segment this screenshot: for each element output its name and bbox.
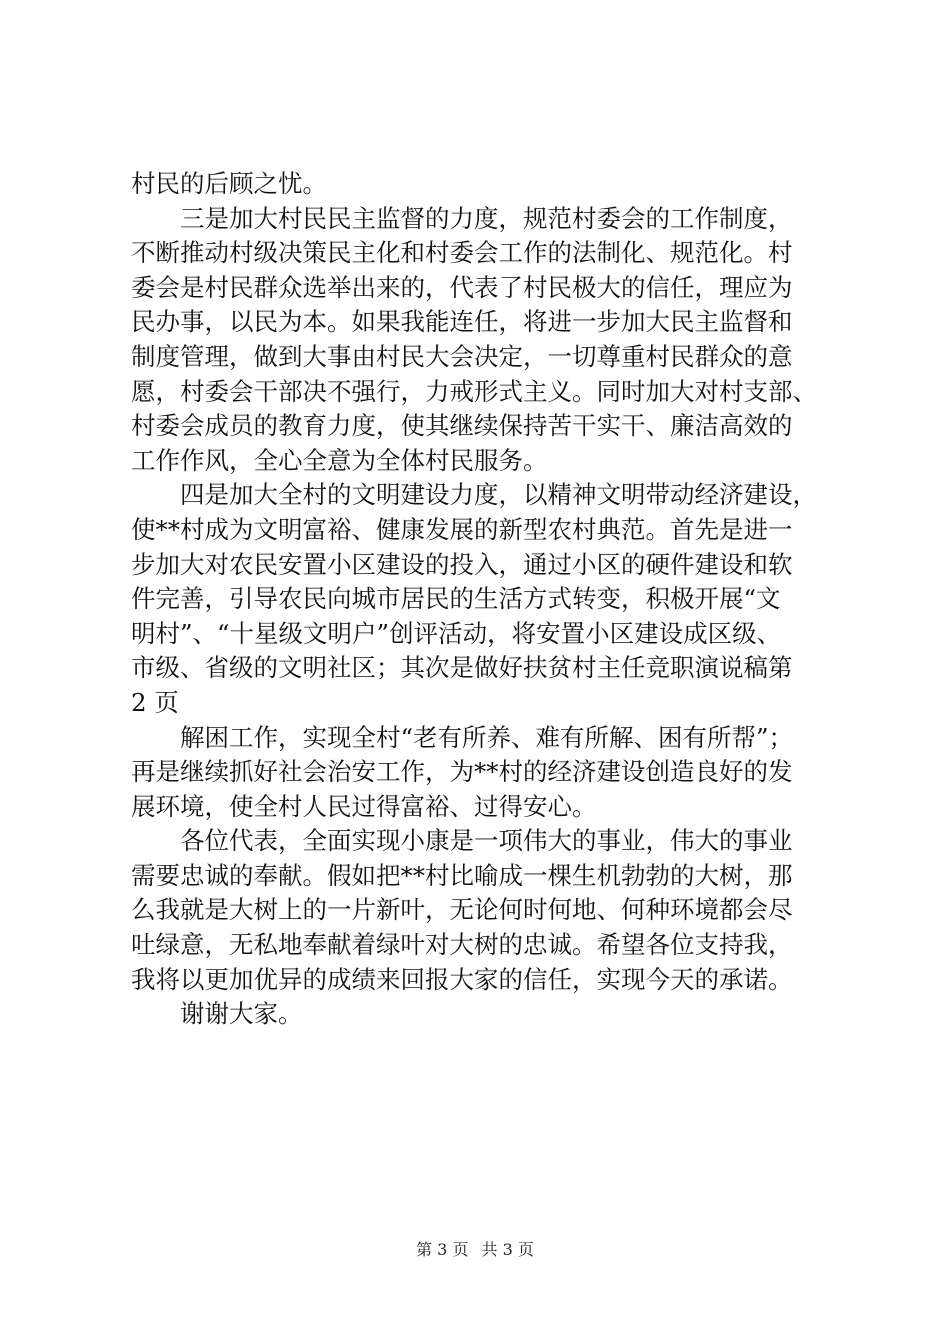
text-line: 村委会成员的教育力度，使其继续保持苦干实干、廉洁高效的 xyxy=(131,411,793,441)
document-body xyxy=(131,167,831,1032)
text-line: 谢谢大家。 xyxy=(180,999,303,1029)
text-line: 我将以更加优异的成绩来回报大家的信任，实现今天的承诺。 xyxy=(131,964,793,994)
text-line: 各位代表，全面实现小康是一项伟大的事业，伟大的事业 xyxy=(180,826,793,856)
text-line: 市级、省级的文明社区；其次是做好扶贫村主任竞职演说稿第 xyxy=(131,653,793,683)
text-line: 解困工作，实现全村“老有所养、难有所解、困有所帮”； xyxy=(180,722,794,752)
text-line: 再是继续抓好社会治安工作，为**村的经济建设创造良好的发 xyxy=(131,757,793,787)
text-line: 么我就是大树上的一片新叶，无论何时何地、何种环境都会尽 xyxy=(131,895,793,925)
text-line: 不断推动村级决策民主化和村委会工作的法制化、规范化。村 xyxy=(131,238,793,268)
page-footer xyxy=(0,1240,950,1260)
text-line: 2 页 xyxy=(131,687,179,717)
text-line: 委会是村民群众选举出来的，代表了村民极大的信任，理应为 xyxy=(131,272,793,302)
text-line: 愿，村委会干部决不强行，力戒形式主义。同时加大对村支部、 xyxy=(131,376,817,406)
text-line: 步加大对农民安置小区建设的投入，通过小区的硬件建设和软 xyxy=(131,549,793,579)
text-line: 明村”、“十星级文明户”创评活动，将安置小区建设成区级、 xyxy=(131,618,782,648)
page-total: 共 3 页 xyxy=(481,1240,534,1259)
text-line: 使**村成为文明富裕、健康发展的新型农村典范。首先是进一 xyxy=(131,514,793,544)
text-line: 件完善，引导农民向城市居民的生活方式转变，积极开展“文 xyxy=(131,584,781,614)
text-line: 村民的后顾之忧。 xyxy=(131,169,327,198)
text-line: 需要忠诚的奉献。假如把**村比喻成一棵生机勃勃的大树，那 xyxy=(131,860,793,890)
text-line: 工作作风，全心全意为全体村民服务。 xyxy=(131,445,548,475)
text-line: 吐绿意，无私地奉献着绿叶对大树的忠诚。希望各位支持我， xyxy=(131,930,793,960)
text-line: 三是加大村民民主监督的力度，规范村委会的工作制度， xyxy=(180,203,793,233)
text-line: 民办事，以民为本。如果我能连任，将进一步加大民主监督和 xyxy=(131,307,793,337)
text-line: 展环境，使全村人民过得富裕、过得安心。 xyxy=(131,791,597,821)
text-line: 四是加大全村的文明建设力度，以精神文明带动经济建设， xyxy=(180,480,817,510)
page-number: 第 3 页 xyxy=(416,1240,469,1259)
text-line: 制度管理，做到大事由村民大会决定，一切尊重村民群众的意 xyxy=(131,341,793,371)
